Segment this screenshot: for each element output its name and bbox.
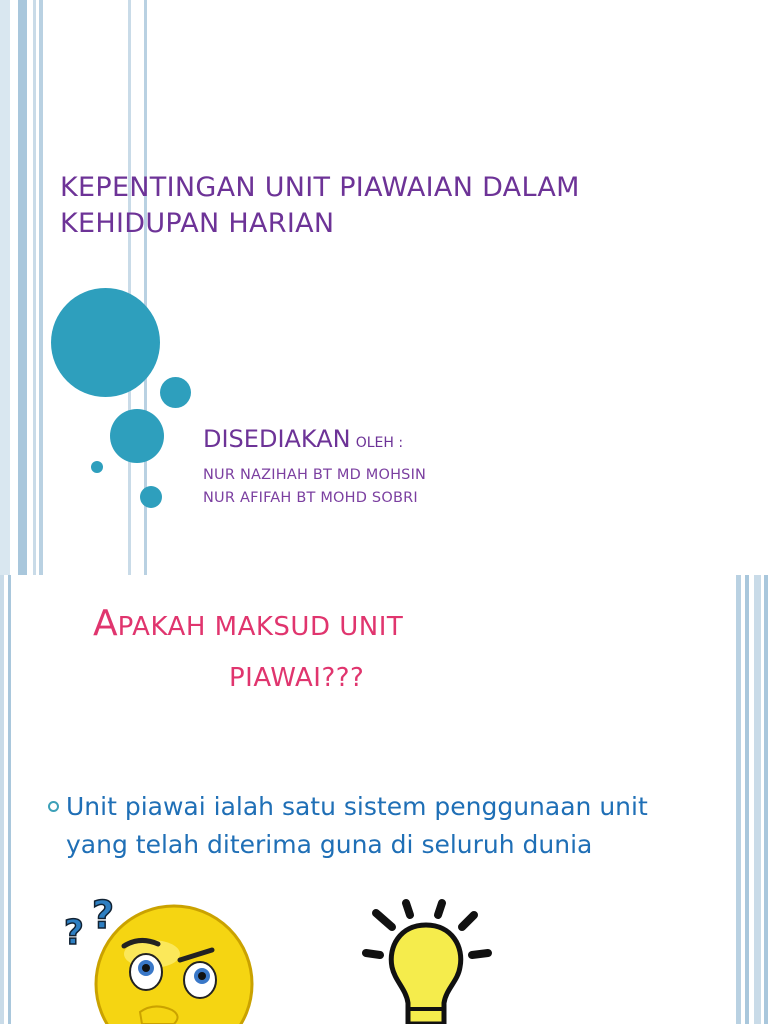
bullet-text [66, 788, 686, 864]
content-slide [0, 575, 768, 1024]
confused-face-icon [62, 898, 262, 1024]
prepared-by-label [203, 425, 403, 453]
slide-title-line: KEHIDUPAN HARIAN [60, 208, 335, 239]
author-name: NUR AFIFAH BT MOHD SOBRI [203, 490, 418, 506]
slide-title [60, 170, 720, 242]
decorative-stripe [0, 575, 4, 1024]
decorative-circle [91, 461, 103, 473]
slide-heading-line2: PIAWAI??? [229, 663, 365, 693]
svg-text:?: ? [64, 913, 84, 953]
slide-heading [93, 603, 403, 644]
heading-rest: PAKAH MAKSUD UNIT [117, 612, 404, 642]
decorative-stripe [764, 575, 768, 1024]
decorative-stripe [33, 0, 36, 575]
lightbulb-icon [362, 897, 502, 1024]
decorative-stripe [39, 0, 43, 575]
author-name: NUR NAZIHAH BT MD MOHSIN [203, 467, 427, 483]
decorative-stripe [0, 0, 10, 575]
bullet-text-line: Unit piawai ialah satu sistem penggunaan unit [66, 792, 648, 821]
decorative-stripe [736, 575, 741, 1024]
decorative-circle [160, 377, 191, 408]
decorative-stripe [745, 575, 749, 1024]
decorative-stripe [18, 0, 27, 575]
prepared-by-small: OLEH : [355, 435, 404, 451]
decorative-circle [51, 288, 160, 397]
slide-title-line: KEPENTINGAN UNIT PIAWAIAN DALAM [60, 172, 580, 203]
heading-initial: A [93, 603, 118, 644]
bullet-icon [48, 801, 59, 812]
decorative-stripe [128, 0, 131, 575]
decorative-stripe [8, 575, 11, 1024]
bullet-text-line: yang telah diterima guna di seluruh dunia [66, 830, 593, 859]
decorative-stripe [754, 575, 761, 1024]
decorative-circle [110, 409, 164, 463]
decorative-circle [140, 486, 162, 508]
prepared-by-main: DISEDIAKAN [203, 425, 351, 453]
svg-text:?: ? [92, 898, 115, 937]
